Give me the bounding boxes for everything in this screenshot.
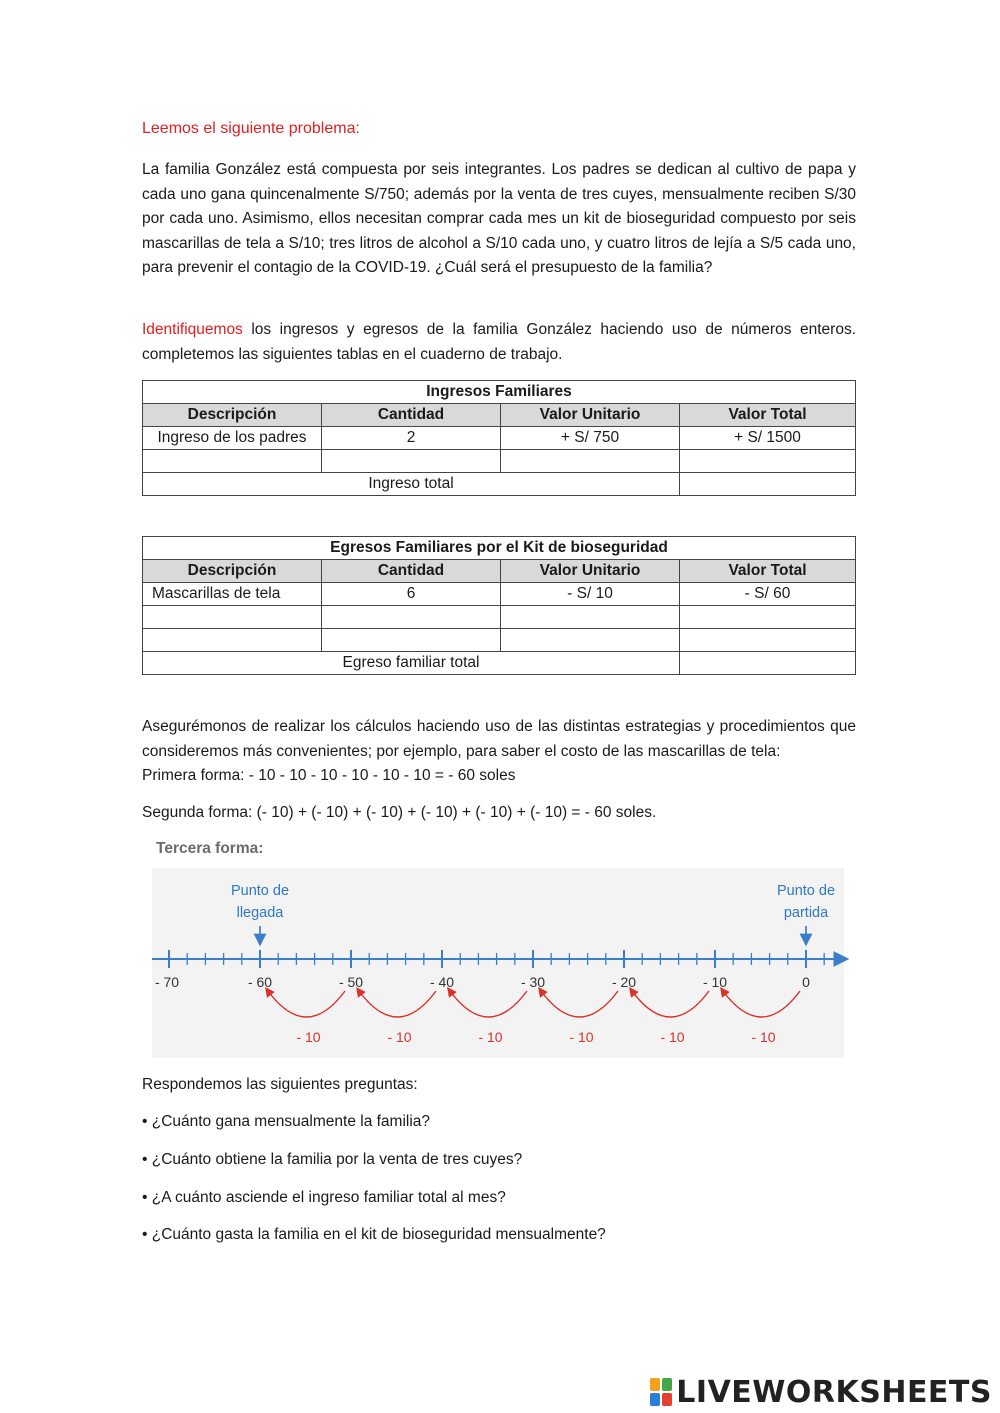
questions-intro: Respondemos las siguientes preguntas: [142,1076,418,1093]
section-heading: Leemos el siguiente problema: [142,120,360,137]
expense-cell-unit-value: - S/ 10 [501,583,680,606]
income-total-cell[interactable] [680,473,856,496]
income-cell-unit-value: + S/ 750 [501,427,680,450]
income-blank-cell[interactable] [680,450,856,473]
expense-table-title: Egresos Familiares por el Kit de bioseguridad [143,537,856,560]
expense-blank-cell[interactable] [501,629,680,652]
logo-text: LIVEWORKSHEETS [676,1374,992,1410]
income-cell-description: Ingreso de los padres [143,427,322,450]
strategies-text: Asegurémonos de realizar los cálculos haciendo uso de las distintas estrategias y procedimientos que consideremos más convenientes; por ejemplo, para saber el costo de las mascarillas de tela: [142,718,856,760]
question-item: • ¿Cuánto obtiene la familia por la venta de tres cuyes? [142,1151,523,1168]
expense-blank-cell[interactable] [322,606,501,629]
expense-cell-quantity: 6 [322,583,501,606]
income-header-quantity: Cantidad [322,404,501,427]
expense-header-unit-value: Valor Unitario [501,560,680,583]
identify-keyword: Identifiquemos [142,321,243,338]
jump-arc [541,991,618,1017]
liveworksheets-logo [650,1374,992,1410]
question-item: • ¿A cuánto asciende el ingreso familiar total al mes? [142,1189,506,1206]
expense-blank-cell[interactable] [501,606,680,629]
logo-square [662,1378,672,1391]
table-row [143,583,856,606]
jump-label: - 10 [751,1029,776,1045]
tick-label: - 30 [520,974,546,990]
logo-mark-icon [650,1378,672,1406]
tick-label: - 10 [702,974,728,990]
figure-title: Tercera forma: [156,840,264,857]
tick-label: - 70 [154,974,180,990]
question-item: • ¿Cuánto gana mensualmente la familia? [142,1113,431,1130]
income-blank-cell[interactable] [322,450,501,473]
jump-arc [268,991,345,1017]
jump-label: - 10 [387,1029,412,1045]
jump-arc [359,991,436,1017]
table-row-total [143,652,856,675]
income-table-title: Ingresos Familiares [143,381,856,404]
expense-cell-description: Mascarillas de tela [143,583,322,606]
tick-label: - 40 [429,974,455,990]
expense-header-quantity: Cantidad [322,560,501,583]
jump-label: - 10 [478,1029,503,1045]
income-blank-cell[interactable] [143,450,322,473]
table-row-blank [143,606,856,629]
logo-square [662,1393,672,1406]
identify-text: los ingresos y egresos de la familia González haciendo uso de números enteros. completemos las siguientes tablas en el cuaderno de trabajo. [142,321,856,363]
table-row-blank [143,629,856,652]
expense-blank-cell[interactable] [680,629,856,652]
number-line-figure [152,838,852,1063]
arrival-label-line2: llegada [236,905,284,921]
expense-table [142,536,856,675]
income-header-unit-value: Valor Unitario [501,404,680,427]
income-header-total-value: Valor Total [680,404,856,427]
table-row-total [143,473,856,496]
expense-blank-cell[interactable] [143,629,322,652]
expense-blank-cell[interactable] [143,606,322,629]
tick-label: - 60 [247,974,273,990]
income-cell-quantity: 2 [322,427,501,450]
arrival-label-line1: Punto de [230,883,290,899]
income-blank-cell[interactable] [501,450,680,473]
income-total-label: Ingreso total [143,473,680,496]
logo-square [650,1378,660,1391]
expense-total-cell[interactable] [680,652,856,675]
jump-arc [723,991,800,1017]
expense-total-label: Egreso familiar total [143,652,680,675]
second-way-text: Segunda forma: (- 10) + (- 10) + (- 10) + (- 10) + (- 10) + (- 10) = - 60 soles. [142,804,657,821]
jump-label: - 10 [296,1029,321,1045]
expense-header-total-value: Valor Total [680,560,856,583]
first-way-text: Primera forma: - 10 - 10 - 10 - 10 - 10 - 10 = - 60 soles [142,767,516,784]
income-header-description: Descripción [143,404,322,427]
expense-blank-cell[interactable] [322,629,501,652]
question-item: • ¿Cuánto gasta la familia en el kit de bioseguridad mensualmente? [142,1226,606,1243]
expense-header-description: Descripción [143,560,322,583]
jump-arc [632,991,709,1017]
start-label-line2: partida [783,905,829,921]
tick-label: 0 [802,974,810,990]
logo-square [650,1393,660,1406]
identify-paragraph [142,318,856,367]
table-row-blank [143,450,856,473]
jump-label: - 10 [569,1029,594,1045]
jump-arc [450,991,527,1017]
start-label-line1: Punto de [776,883,836,899]
expense-cell-total-value: - S/ 60 [680,583,856,606]
table-row [143,427,856,450]
income-cell-total-value: + S/ 1500 [680,427,856,450]
strategies-paragraph [142,715,856,789]
problem-paragraph: La familia González está compuesta por seis integrantes. Los padres se dedican al cultivo de papa y cada uno gana quincenalmente S/750; además por la venta de tres cuyes, mensualmente reciben S/30 por cada uno. Asimismo, ellos necesitan comprar cada mes un kit de bioseguridad compuesto por seis mascarillas de tela a S/10; tres litros de alcohol a S/10 cada uno, y cuatro litros de lejía a S/5 cada uno, para prevenir el contagio de la COVID-19. ¿Cuál será el presupuesto de la familia? [142,161,856,276]
number-line-svg [152,838,852,1063]
expense-blank-cell[interactable] [680,606,856,629]
income-table [142,380,856,496]
tick-label: - 20 [611,974,637,990]
jump-label: - 10 [660,1029,685,1045]
tick-label: - 50 [338,974,364,990]
